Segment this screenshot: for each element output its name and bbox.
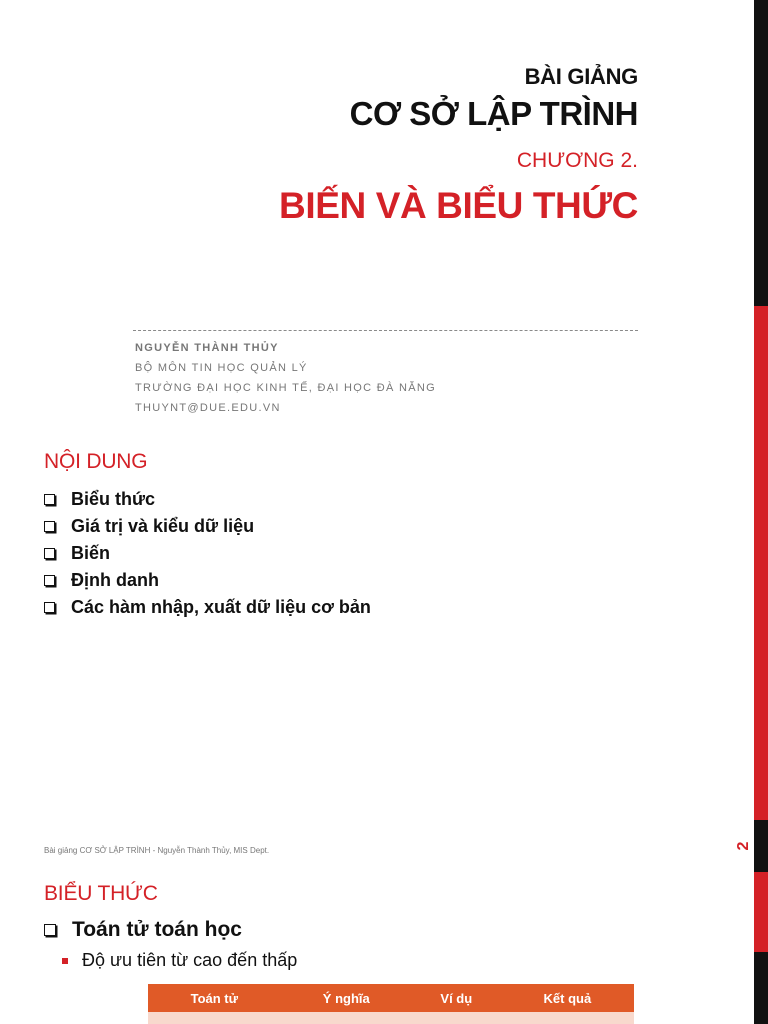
topic-title: BIẾN VÀ BIỂU THỨC: [279, 185, 638, 226]
table-cell: [501, 1012, 634, 1024]
hollow-square-bullet-icon: [44, 602, 55, 613]
author-block: [135, 338, 436, 418]
hollow-square-bullet-icon: [44, 494, 55, 505]
red-square-bullet-icon: [62, 958, 68, 964]
footer-note: Bài giảng CƠ SỞ LẬP TRÌNH - Nguyễn Thành Thủy, MIS Dept.: [44, 846, 270, 855]
list-item: [44, 594, 371, 621]
lecture-label: BÀI GIẢNG: [524, 64, 638, 89]
contents-list: [44, 486, 371, 621]
table-row: [148, 1012, 634, 1024]
bullet-operators: [44, 918, 242, 942]
hollow-square-bullet-icon: [44, 924, 56, 936]
edge-accent-black: [754, 0, 768, 306]
table-cell: [281, 1012, 412, 1024]
section-heading: BIỂU THỨC: [44, 882, 158, 905]
page-number: 2: [735, 841, 752, 851]
author-school: TRƯỜNG ĐẠI HỌC KINH TẾ, ĐẠI HỌC ĐÀ NẴNG: [135, 382, 436, 394]
hollow-square-bullet-icon: [44, 521, 55, 532]
table-header-row: [148, 984, 634, 1012]
sub-bullet-label: Độ ưu tiên từ cao đến thấp: [82, 950, 298, 970]
operator-table: [148, 984, 634, 1024]
sub-bullet-precedence: [62, 950, 297, 971]
bullet-operators-label: Toán tử toán học: [72, 918, 242, 941]
list-item-label: Các hàm nhập, xuất dữ liệu cơ bản: [71, 597, 371, 617]
table-cell: [148, 1012, 281, 1024]
list-item: [44, 513, 371, 540]
title-block: [279, 62, 638, 230]
edge-accent-red-lower: [754, 872, 768, 952]
author-department: BỘ MÔN TIN HỌC QUẢN LÝ: [135, 362, 308, 374]
hollow-square-bullet-icon: [44, 575, 55, 586]
divider: [133, 330, 638, 331]
list-item: [44, 486, 371, 513]
chapter-label: CHƯƠNG 2.: [516, 149, 638, 172]
list-item: [44, 540, 371, 567]
table-header-cell: Kết quả: [501, 984, 634, 1012]
author-email[interactable]: THUYNT@DUE.EDU.VN: [135, 402, 281, 414]
course-title: CƠ SỞ LẬP TRÌNH: [349, 95, 638, 132]
author-name: NGUYỄN THÀNH THỦY: [135, 342, 279, 354]
edge-accent-red: [754, 306, 768, 820]
list-item-label: Định danh: [71, 570, 159, 590]
list-item: [44, 567, 371, 594]
contents-heading: NỘI DUNG: [44, 450, 148, 473]
list-item-label: Giá trị và kiểu dữ liệu: [71, 516, 255, 536]
hollow-square-bullet-icon: [44, 548, 55, 559]
list-item-label: Biểu thức: [71, 489, 156, 509]
table-header-cell: Toán tử: [148, 984, 281, 1012]
table-cell: [412, 1012, 501, 1024]
table-header-cell: Ví dụ: [412, 984, 501, 1012]
list-item-label: Biến: [71, 543, 111, 563]
table-header-cell: Ý nghĩa: [281, 984, 412, 1012]
